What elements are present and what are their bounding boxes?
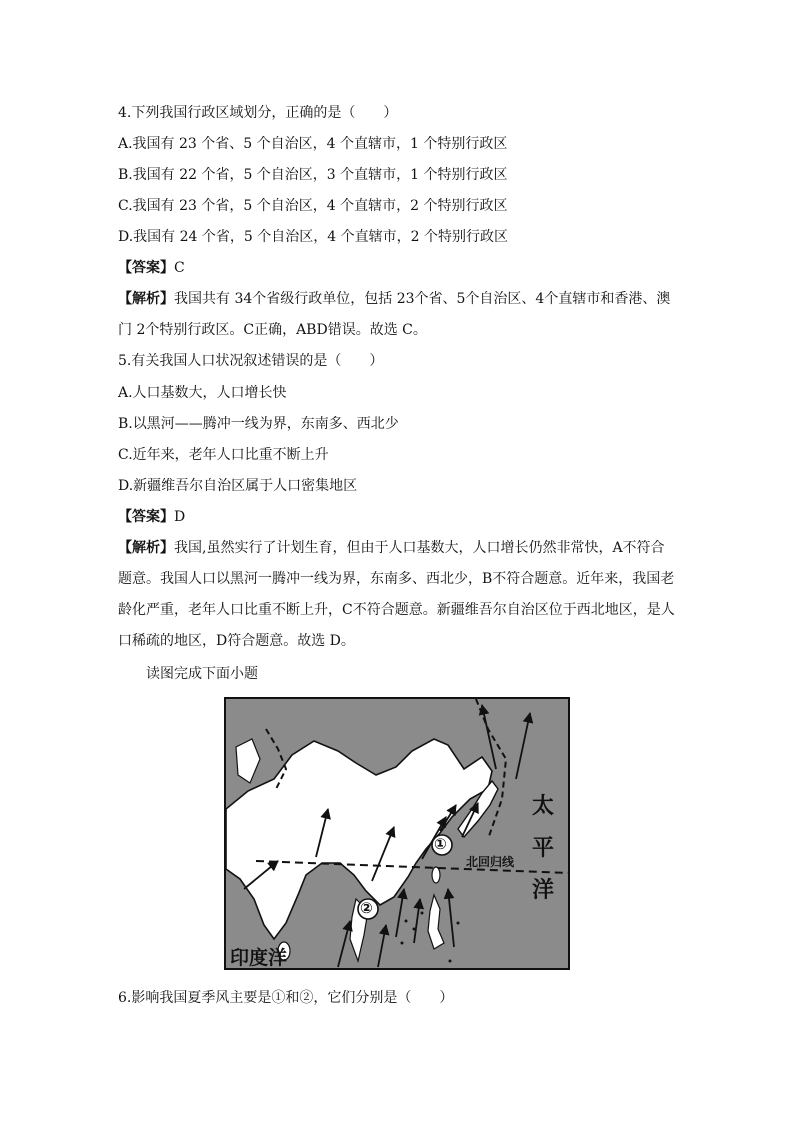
q4-analysis-line-2: 门 2个特别行政区。C正确，ABD错误。故选 C。 (118, 322, 427, 338)
q5-analysis-line-2: 题意。我国人口以黑河一腾冲一线为界，东南多、西北少，B不符合题意。近年来，我国老 (118, 571, 675, 587)
q5-analysis-line-1 (118, 538, 665, 558)
q5-analysis-line-4: 口稀疏的地区，D符合题意。故选 D。 (118, 633, 355, 649)
q5-answer-value: D (174, 509, 186, 525)
q4-answer (118, 258, 185, 278)
q4-option-b: B.我国有 22 个省，5 个自治区，3 个直辖市，1 个特别行政区 (118, 167, 508, 183)
q5-answer (118, 507, 185, 527)
q5-analysis-text-1: 我国,虽然实行了计划生育，但由于人口基数大，人口增长仍然非常快，A不符合 (174, 540, 665, 556)
marker-1: ① (434, 835, 447, 853)
q5-answer-label: 【答案】 (118, 509, 174, 525)
q5-analysis-label: 【解析】 (118, 540, 174, 556)
q5-stem: 5.有关我国人口状况叙述错误的是（ ） (118, 353, 384, 369)
q5-option-c: C.近年来，老年人口比重不断上升 (118, 447, 329, 463)
q4-option-c: C.我国有 23 个省，5 个自治区，4 个直辖市，2 个特别行政区 (118, 198, 508, 214)
land-northwest (236, 739, 260, 783)
tropic-label: 北回归线 (466, 855, 515, 869)
q5-option-b: B.以黑河——腾冲一线为界，东南多、西北少 (118, 416, 399, 432)
q4-analysis-line-1 (118, 289, 670, 309)
q4-answer-value: C (174, 260, 185, 276)
q4-option-d: D.我国有 24 个省，5 个自治区，4 个直辖市，2 个特别行政区 (118, 229, 508, 245)
q4-analysis-label: 【解析】 (118, 291, 174, 307)
indian-ocean-label: 印度洋 (230, 947, 288, 969)
island-philippines (428, 895, 444, 949)
marker-2: ② (360, 899, 373, 917)
q4-option-a: A.我国有 23 个省、5 个自治区，4 个直辖市，1 个特别行政区 (118, 136, 508, 152)
pacific-label-2: 平 (532, 836, 555, 861)
q4-stem: 4.下列我国行政区域划分，正确的是（ ） (118, 105, 398, 121)
map-intro: 读图完成下面小题 (146, 666, 258, 682)
q5-option-d: D.新疆维吾尔自治区属于人口密集地区 (118, 478, 358, 494)
q4-answer-label: 【答案】 (118, 260, 174, 276)
q6-stem: 6.影响我国夏季风主要是①和②，它们分别是（ ） (118, 990, 454, 1006)
monsoon-map (224, 697, 570, 970)
map-drawing (226, 699, 568, 968)
pacific-label-1: 太 (532, 794, 555, 819)
pacific-label-3: 洋 (532, 878, 555, 903)
q5-option-a: A.人口基数大，人口增长快 (118, 385, 287, 401)
q4-analysis-text-1: 我国共有 34个省级行政单位，包括 23个省、5个自治区、4个直辖市和香港、澳 (174, 291, 671, 307)
island-taiwan (432, 867, 440, 883)
q5-analysis-line-3: 龄化严重，老年人口比重不断上升，C不符合题意。新疆维吾尔自治区位于西北地区，是人 (118, 602, 675, 618)
